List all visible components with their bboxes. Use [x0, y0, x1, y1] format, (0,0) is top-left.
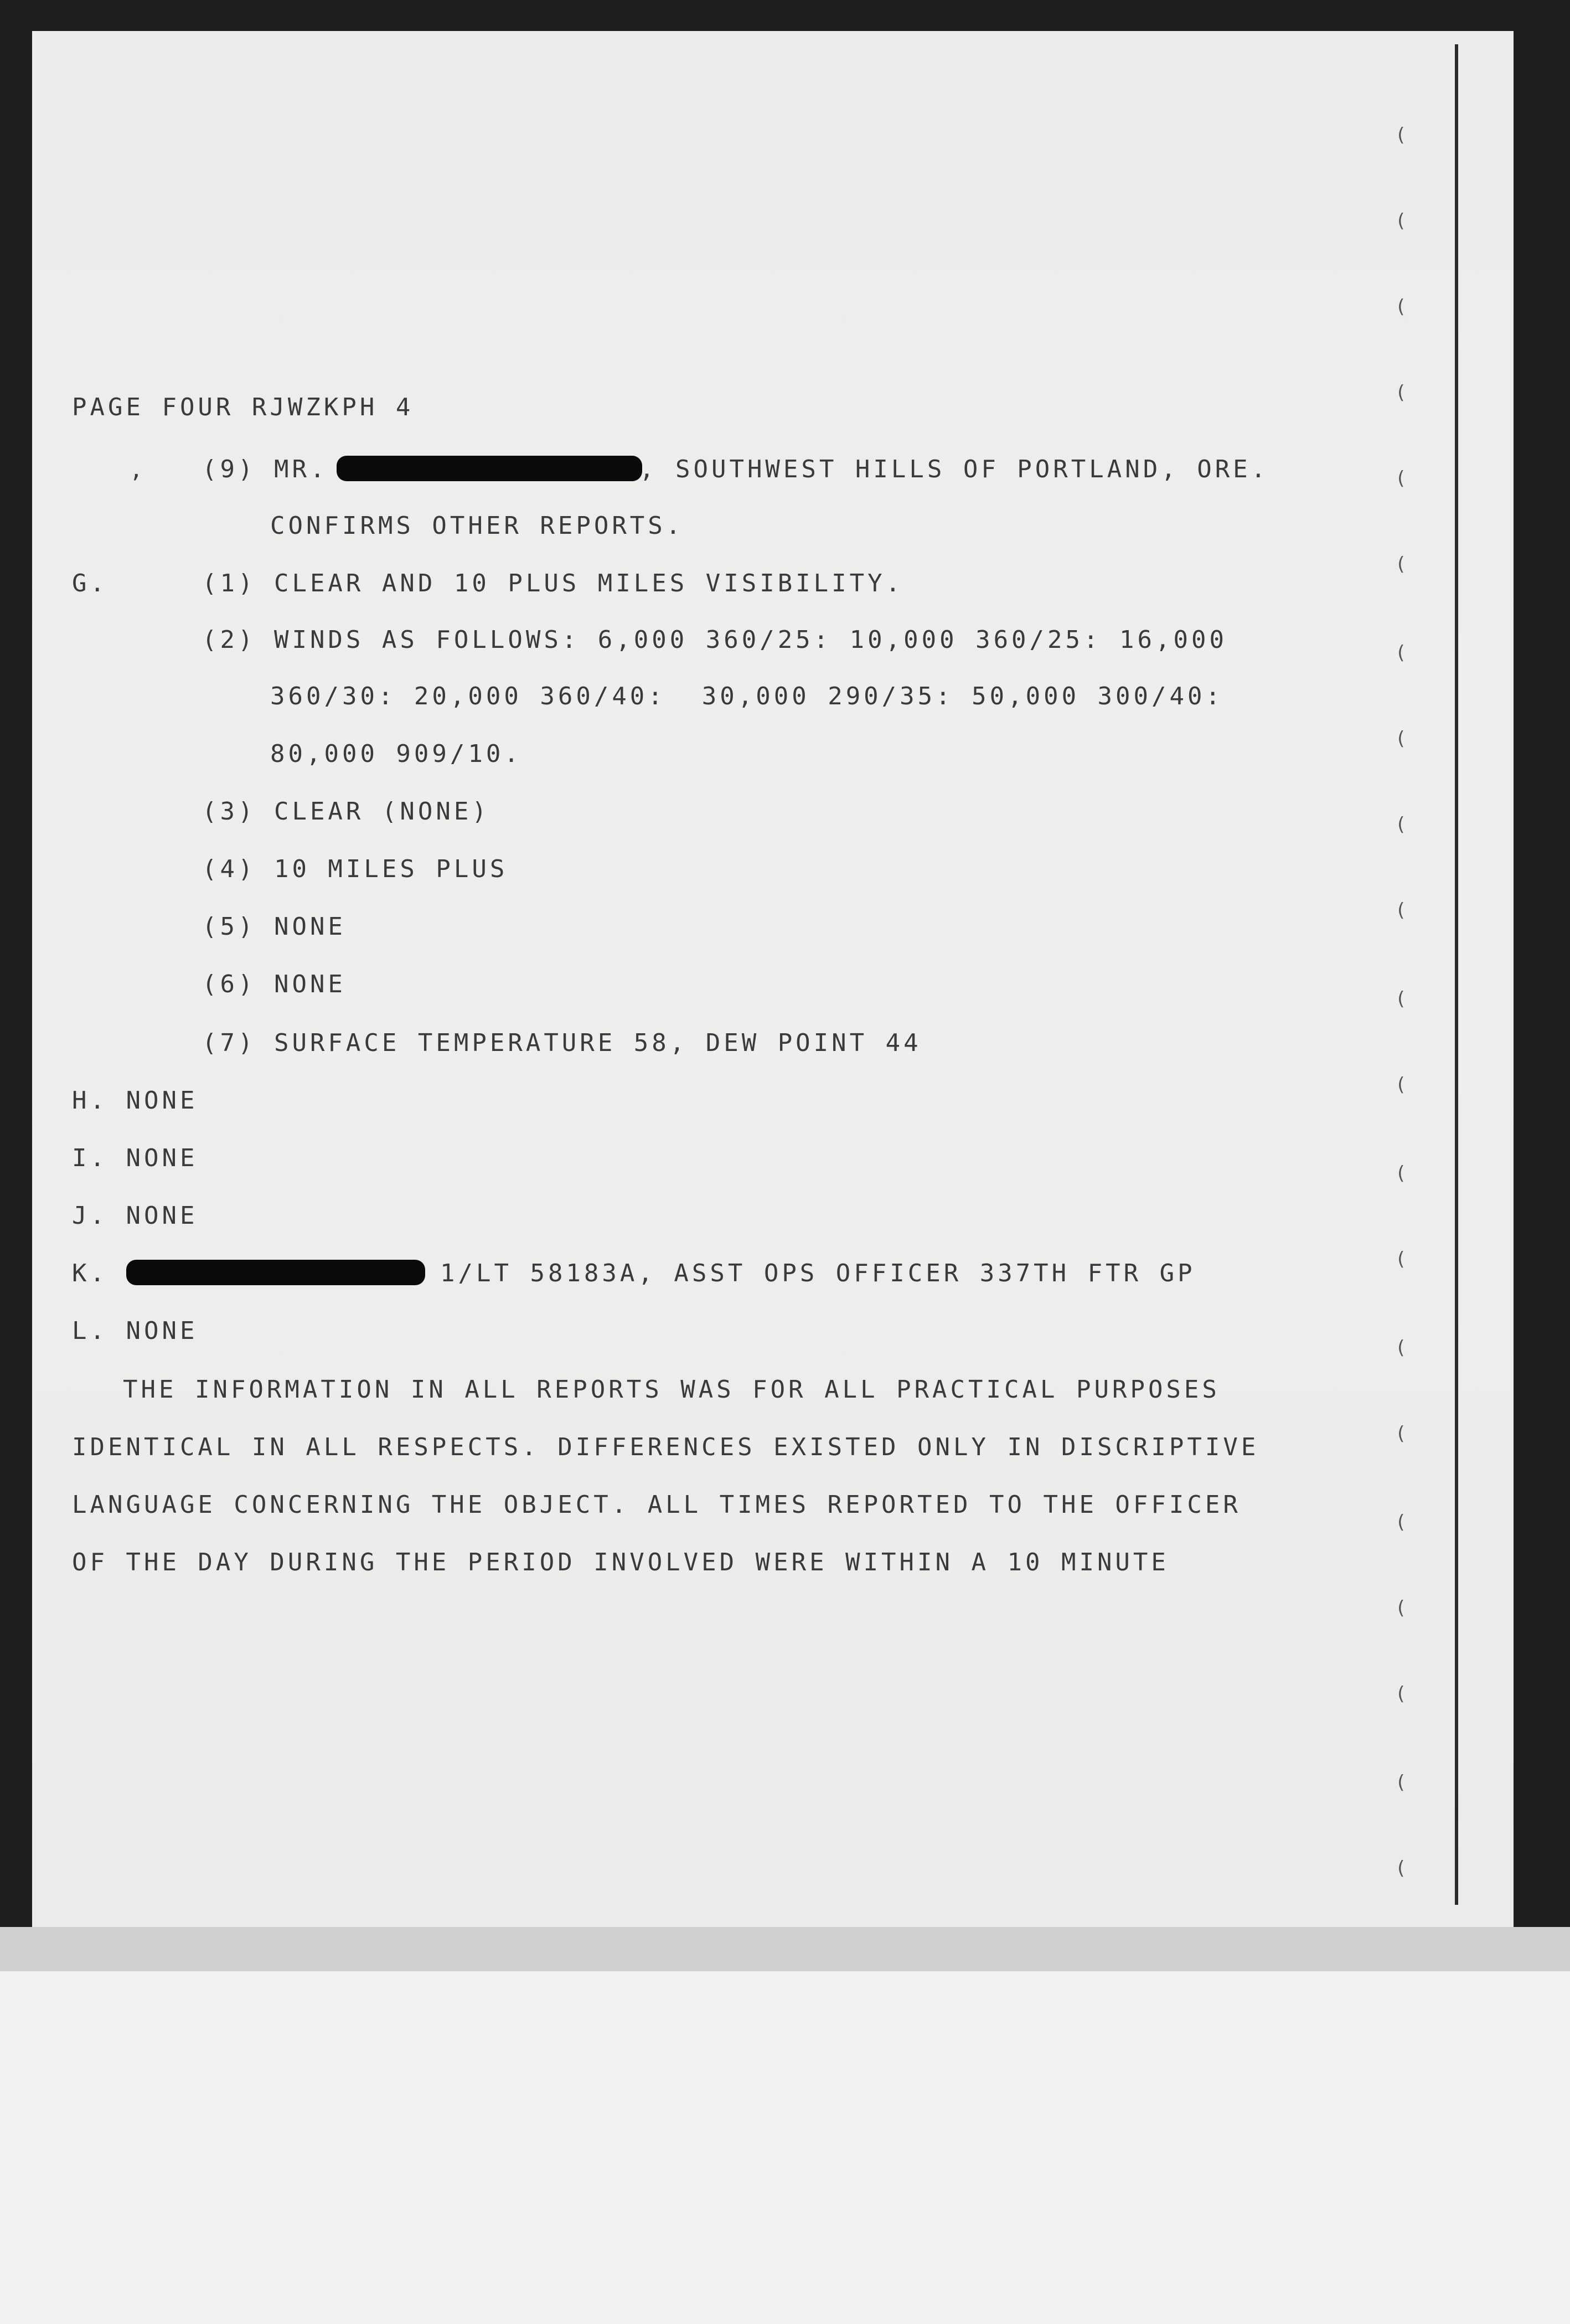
feed-hole-mark: (	[1395, 296, 1407, 318]
section-g-label: G.	[72, 569, 108, 597]
feed-hole-mark: (	[1395, 553, 1407, 575]
feed-hole-mark: (	[1395, 1857, 1407, 1879]
feed-hole-mark: (	[1395, 1597, 1407, 1619]
item-g7: (7) SURFACE TEMPERATURE 58, DEW POINT 44	[202, 1029, 922, 1057]
feed-hole-mark: (	[1395, 1771, 1407, 1794]
item-g2-line2: 360/30: 20,000 360/40: 30,000 290/35: 50,000 300/40:	[270, 682, 1223, 710]
item-9-location: , SOUTHWEST HILLS OF PORTLAND, ORE.	[639, 455, 1269, 483]
feed-hole-mark: (	[1395, 1337, 1407, 1359]
paragraph-line-2: IDENTICAL IN ALL RESPECTS. DIFFERENCES EXISTED ONLY IN DISCRIPTIVE	[72, 1433, 1259, 1461]
paragraph-line-1: THE INFORMATION IN ALL REPORTS WAS FOR ALL PRACTICAL PURPOSES	[123, 1375, 1220, 1404]
item-g1: (1) CLEAR AND 10 PLUS MILES VISIBILITY.	[202, 569, 904, 597]
feed-hole-mark: (	[1395, 813, 1407, 836]
item-9-prefix: (9) MR.	[202, 455, 328, 483]
feed-hole-mark: (	[1395, 728, 1407, 750]
feed-hole-mark: (	[1395, 1162, 1407, 1184]
paragraph-line-4: OF THE DAY DURING THE PERIOD INVOLVED WERE WITHIN A 10 MINUTE	[72, 1548, 1169, 1576]
item-9-continuation: CONFIRMS OTHER REPORTS.	[270, 512, 684, 540]
page-header: PAGE FOUR RJWZKPH 4	[72, 393, 414, 421]
feed-hole-mark: (	[1395, 642, 1407, 664]
redaction-bar	[337, 456, 642, 481]
feed-hole-mark: (	[1395, 124, 1407, 146]
right-margin-rule	[1455, 44, 1458, 1905]
feed-hole-mark: (	[1395, 1423, 1407, 1445]
item-k-text: 1/LT 58183A, ASST OPS OFFICER 337TH FTR GP	[440, 1259, 1196, 1287]
feed-hole-mark: (	[1395, 382, 1407, 404]
feed-hole-mark: (	[1395, 1074, 1407, 1096]
feed-hole-mark: (	[1395, 899, 1407, 921]
item-g2-line1: (2) WINDS AS FOLLOWS: 6,000 360/25: 10,000 360/25: 16,000	[202, 626, 1227, 654]
item-h: H. NONE	[72, 1086, 198, 1115]
item-l: L. NONE	[72, 1317, 198, 1345]
lower-blank-area	[0, 1971, 1570, 2324]
feed-hole-mark: (	[1395, 1683, 1407, 1705]
paragraph-line-3: LANGUAGE CONCERNING THE OBJECT. ALL TIMES REPORTED TO THE OFFICER	[72, 1491, 1241, 1519]
feed-hole-mark: (	[1395, 467, 1407, 489]
feed-hole-mark: (	[1395, 210, 1407, 232]
page-edge-shadow	[0, 1927, 1570, 1971]
item-g2-line3: 80,000 909/10.	[270, 740, 522, 768]
item-g4: (4) 10 MILES PLUS	[202, 855, 508, 883]
item-k-label: K.	[72, 1259, 108, 1287]
comma-mark: ,	[130, 457, 143, 483]
feed-hole-mark: (	[1395, 1511, 1407, 1533]
redaction-bar	[126, 1260, 425, 1285]
item-g3: (3) CLEAR (NONE)	[202, 797, 490, 826]
feed-hole-mark: (	[1395, 1248, 1407, 1270]
item-j: J. NONE	[72, 1202, 198, 1230]
feed-hole-mark: (	[1395, 988, 1407, 1010]
item-i: I. NONE	[72, 1144, 198, 1172]
item-g6: (6) NONE	[202, 970, 346, 998]
item-g5: (5) NONE	[202, 913, 346, 941]
